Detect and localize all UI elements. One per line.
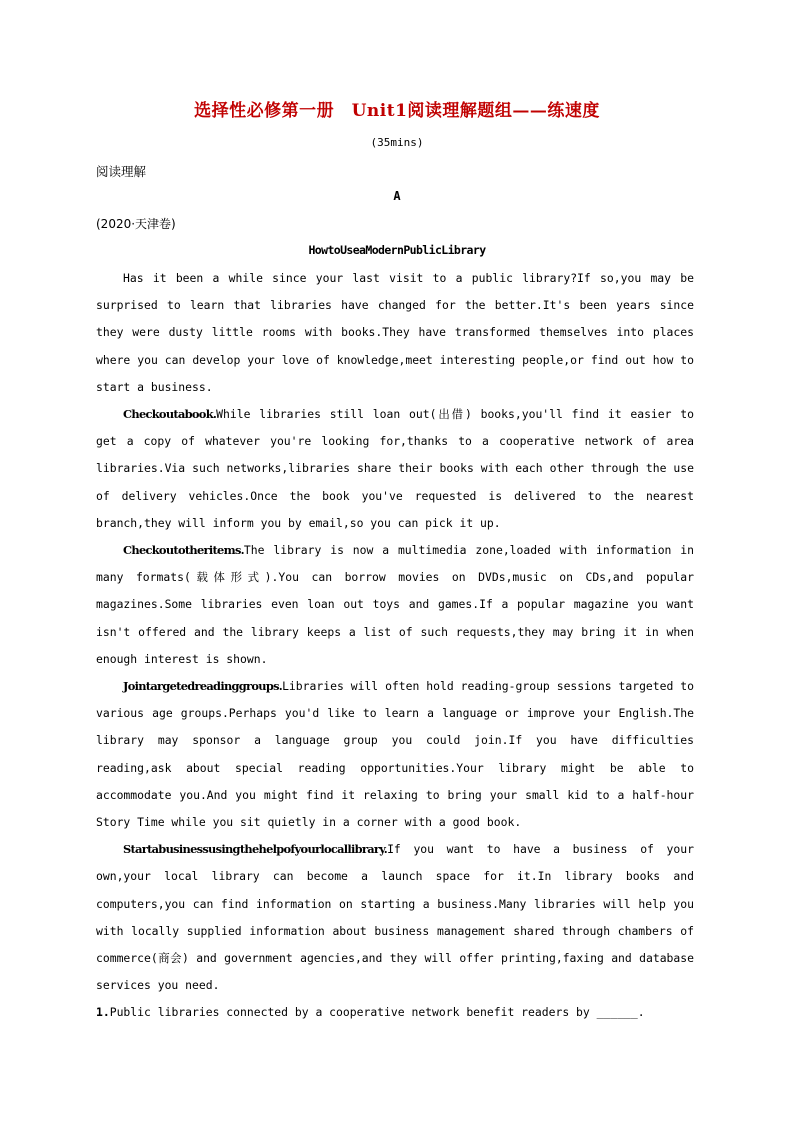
article-paragraph: [96, 401, 694, 537]
source-label: (2020·天津卷): [96, 217, 176, 231]
article-paragraph: [96, 537, 694, 673]
page-title: 选择性必修第一册 Unit1阅读理解题组——练速度: [194, 101, 600, 121]
paragraph-text: If you want to have a business of your own,your local library can become a launch space for it.In library books and computers,you can find information on starting a business.Many libraries will help you with locally supplied information about business management shared through chambers of commerce(商会) and government agencies,and they will offer printing,faxing and database services you need.: [96, 842, 694, 993]
part-label: A: [393, 189, 401, 203]
question-number: 1.: [96, 1005, 110, 1020]
paragraph-text: The library is now a multimedia zone,loaded with information in many formats(载体形式).You can borrow movies on DVDs,music on CDs,and popular magazines.Some libraries even loan out toys and games.If a popular magazine you want isn't offered and the library keeps a list of such requests,they may bring it in when enough interest is shown.: [96, 543, 694, 666]
article-paragraph: [96, 673, 694, 836]
paragraph-text: Has it been a while since your last visit to a public library?If so,you may be surprised to learn that libraries have changed for the better.It's been years since they were dusty little rooms with books.They have transformed themselves into places where you can develop your love of knowledge,meet interesting people,or find out how to start a business.: [96, 271, 694, 394]
paragraph-lead: Startabusinessusingthehelpofyourlocallibrary.: [123, 842, 388, 857]
article-title: HowtoUseaModernPublicLibrary: [308, 243, 486, 257]
article-body: [96, 265, 694, 1027]
article-paragraph: [96, 265, 694, 401]
paragraph-lead: Checkoutotheritems.: [123, 543, 244, 558]
question-item: [96, 999, 694, 1026]
paragraph-lead: Jointargetedreadinggroups.: [123, 679, 283, 694]
section-label: 阅读理解: [96, 164, 147, 179]
paragraph-lead: Checkoutabook.: [123, 407, 217, 422]
paragraph-text: Libraries will often hold reading-group sessions targeted to various age groups.Perhaps you'd like to learn a language or improve your English.The library may sponsor a language group you could join.If you have difficulties reading,ask about special reading opportunities.Your library might be able to accommodate you.And you might find it relaxing to bring your small kid to a half-hour Story Time while you sit quietly in a corner with a good book.: [96, 679, 694, 830]
question-text: Public libraries connected by a cooperative network benefit readers by ______.: [109, 1005, 645, 1020]
article-paragraph: [96, 836, 694, 999]
time-limit: (35mins): [370, 136, 424, 149]
paragraph-text: While libraries still loan out(出借) books,you'll find it easier to get a copy of whatever you're looking for,thanks to a cooperative network of area libraries.Via such networks,libraries share their books with each other through the use of delivery vehicles.Once the book you've requested is delivered to the nearest branch,they will inform you by email,so you can pick it up.: [96, 407, 694, 530]
